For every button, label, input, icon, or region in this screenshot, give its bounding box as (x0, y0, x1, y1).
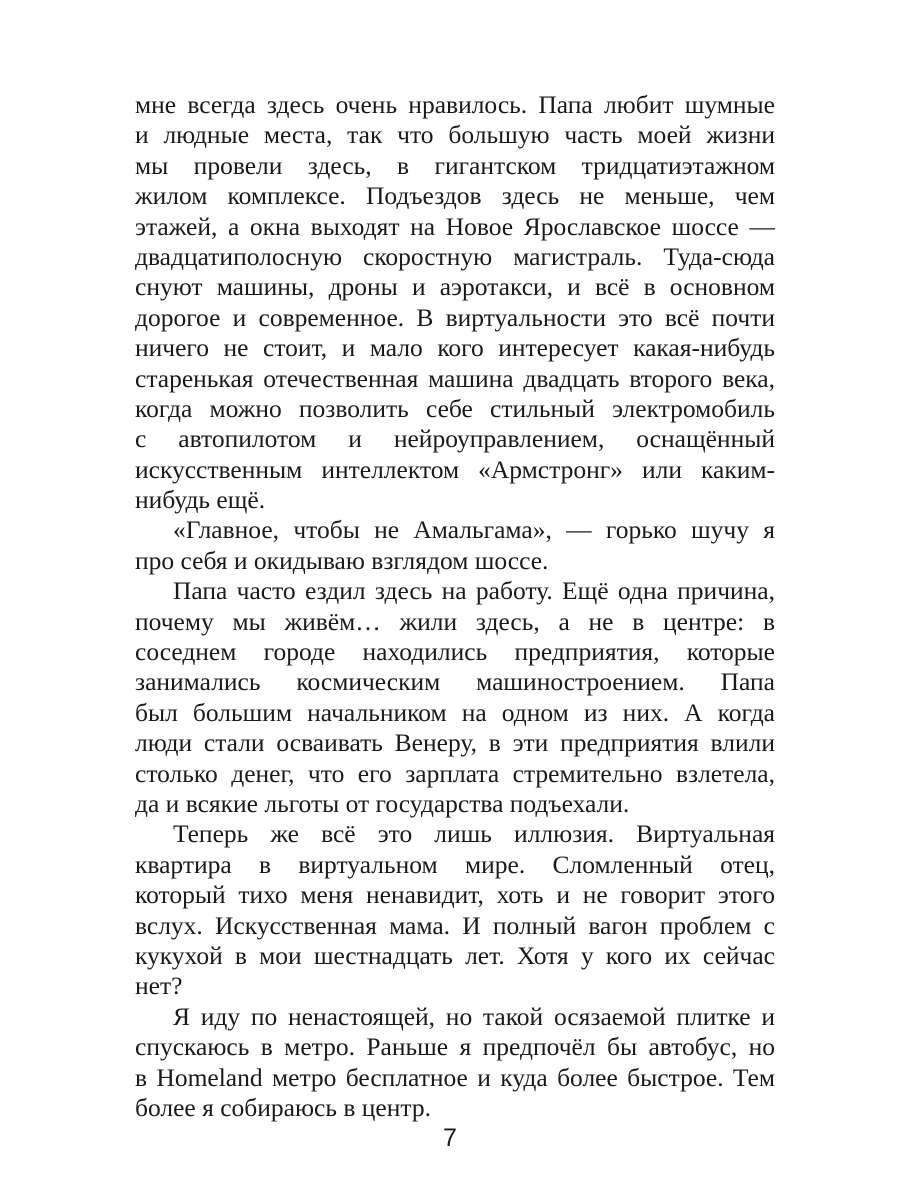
text-line: и людные места, так что большую часть моей жизни (135, 120, 775, 150)
paragraph (135, 515, 775, 576)
text-line: вслух. Искусственная мама. И полный вагон проблем с (135, 910, 775, 940)
text-line: был большим начальником на одном из них. А когда (135, 697, 775, 727)
text-line: с автопилотом и нейроуправлением, оснащённый (135, 424, 775, 454)
page-number: 7 (443, 1124, 457, 1152)
text-line: «Главное, чтобы не Амальгама», — горько шучу я (173, 515, 775, 545)
paragraph (135, 819, 775, 1001)
text-line: соседнем городе находились предприятия, которые (135, 637, 775, 667)
book-page-text (135, 90, 775, 1123)
text-line: нибудь ещё. (135, 485, 266, 515)
text-line: спускаюсь в метро. Раньше я предпочёл бы автобус, но (135, 1032, 775, 1062)
text-line: в Homeland метро бесплатное и куда более быстрое. Тем (135, 1062, 775, 1092)
text-line: более я собираюсь в центр. (135, 1092, 431, 1122)
text-line: нет? (135, 971, 183, 1001)
text-line: почему мы живём… жили здесь, а не в центре: в (135, 606, 775, 636)
text-line: двадцатиполосную скоростную магистраль. Туда-сюда (135, 241, 775, 271)
text-line: старенькая отечественная машина двадцать второго века, (135, 363, 775, 393)
text-line: ничего не стоит, и мало кого интересует какая-нибудь (135, 333, 775, 363)
text-line: люди стали осваивать Венеру, в эти предприятия влили (135, 728, 775, 758)
paragraph (135, 576, 775, 819)
text-line: когда можно позволить себе стильный электромобиль (135, 393, 775, 423)
text-line: мы провели здесь, в гигантском тридцатиэтажном (135, 150, 775, 180)
paragraph (135, 1002, 775, 1124)
text-line: мне всегда здесь очень нравилось. Папа любит шумные (135, 90, 775, 119)
text-line: который тихо меня ненавидит, хоть и не говорит этого (135, 880, 775, 910)
text-line: квартира в виртуальном мире. Сломленный отец, (135, 849, 775, 879)
text-line: Теперь же всё это лишь иллюзия. Виртуальная (173, 819, 775, 849)
text-line: дорогое и современное. В виртуальности это всё почти (135, 302, 775, 332)
text-line: столько денег, что его зарплата стремительно взлетела, (135, 758, 775, 788)
text-line: искусственным интеллектом «Армстронг» или каким- (135, 454, 775, 484)
text-line: снуют машины, дроны и аэротакси, и всё в основном (135, 272, 775, 302)
text-line: Папа часто ездил здесь на работу. Ещё одна причина, (173, 576, 775, 606)
text-line: занимались космическим машиностроением. Папа (135, 667, 775, 697)
text-line: про себя и окидываю взглядом шоссе. (135, 545, 549, 575)
text-line: этажей, а окна выходят на Новое Ярославское шоссе — (135, 211, 775, 241)
text-line: жилом комплексе. Подъездов здесь не меньше, чем (135, 181, 775, 211)
text-line: да и всякие льготы от государства подъехали. (135, 788, 630, 818)
paragraph (135, 90, 775, 515)
text-line: кукухой в мои шестнадцать лет. Хотя у кого их сейчас (135, 940, 775, 970)
text-line: Я иду по ненастоящей, но такой осязаемой плитке и (173, 1001, 775, 1031)
